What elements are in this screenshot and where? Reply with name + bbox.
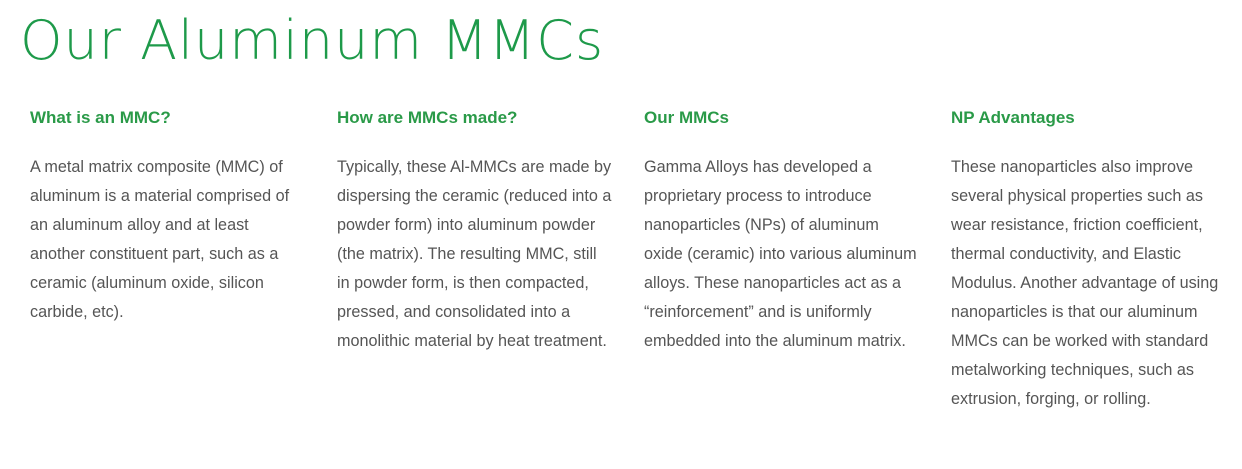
column-heading: Our MMCs: [644, 108, 729, 127]
column-body-text: Typically, these Al-MMCs are made by dispersing the ceramic (reduced into a powder form) into aluminum powder (the matrix). The resulting MMC, still in powder form, is then compacted, pressed, and consolidated into a monolithic material by heat treatment.: [337, 158, 612, 350]
info-columns: [30, 104, 1230, 414]
column-np-advantages: [951, 104, 1227, 414]
column-what-is-mmc: [30, 104, 306, 414]
column-body-text: A metal matrix composite (MMC) of aluminum is a material comprised of an aluminum alloy and at least another constituent part, such as a ceramic (aluminum oxide, silicon carbide, etc).: [30, 158, 290, 321]
column-how-made: [337, 104, 613, 414]
column-heading: NP Advantages: [951, 108, 1075, 127]
column-body-text: Gamma Alloys has developed a proprietary process to introduce nanoparticles (NPs) of aluminum oxide (ceramic) into various aluminum alloys. These nanoparticles act as a “reinforcement” and is uniformly embedded into the aluminum matrix.: [644, 158, 917, 350]
column-our-mmcs: [644, 104, 920, 414]
column-heading: What is an MMC?: [30, 108, 171, 127]
column-body-text: These nanoparticles also improve several physical properties such as wear resistance, friction coefficient, thermal conductivity, and Elastic Modulus. Another advantage of using nanoparticles is that our aluminum MMCs can be worked with standard metalworking techniques, such as extrusion, forging, or rolling.: [951, 158, 1219, 408]
column-heading: How are MMCs made?: [337, 108, 518, 127]
page-title: Our Aluminum MMCs: [20, 9, 605, 72]
